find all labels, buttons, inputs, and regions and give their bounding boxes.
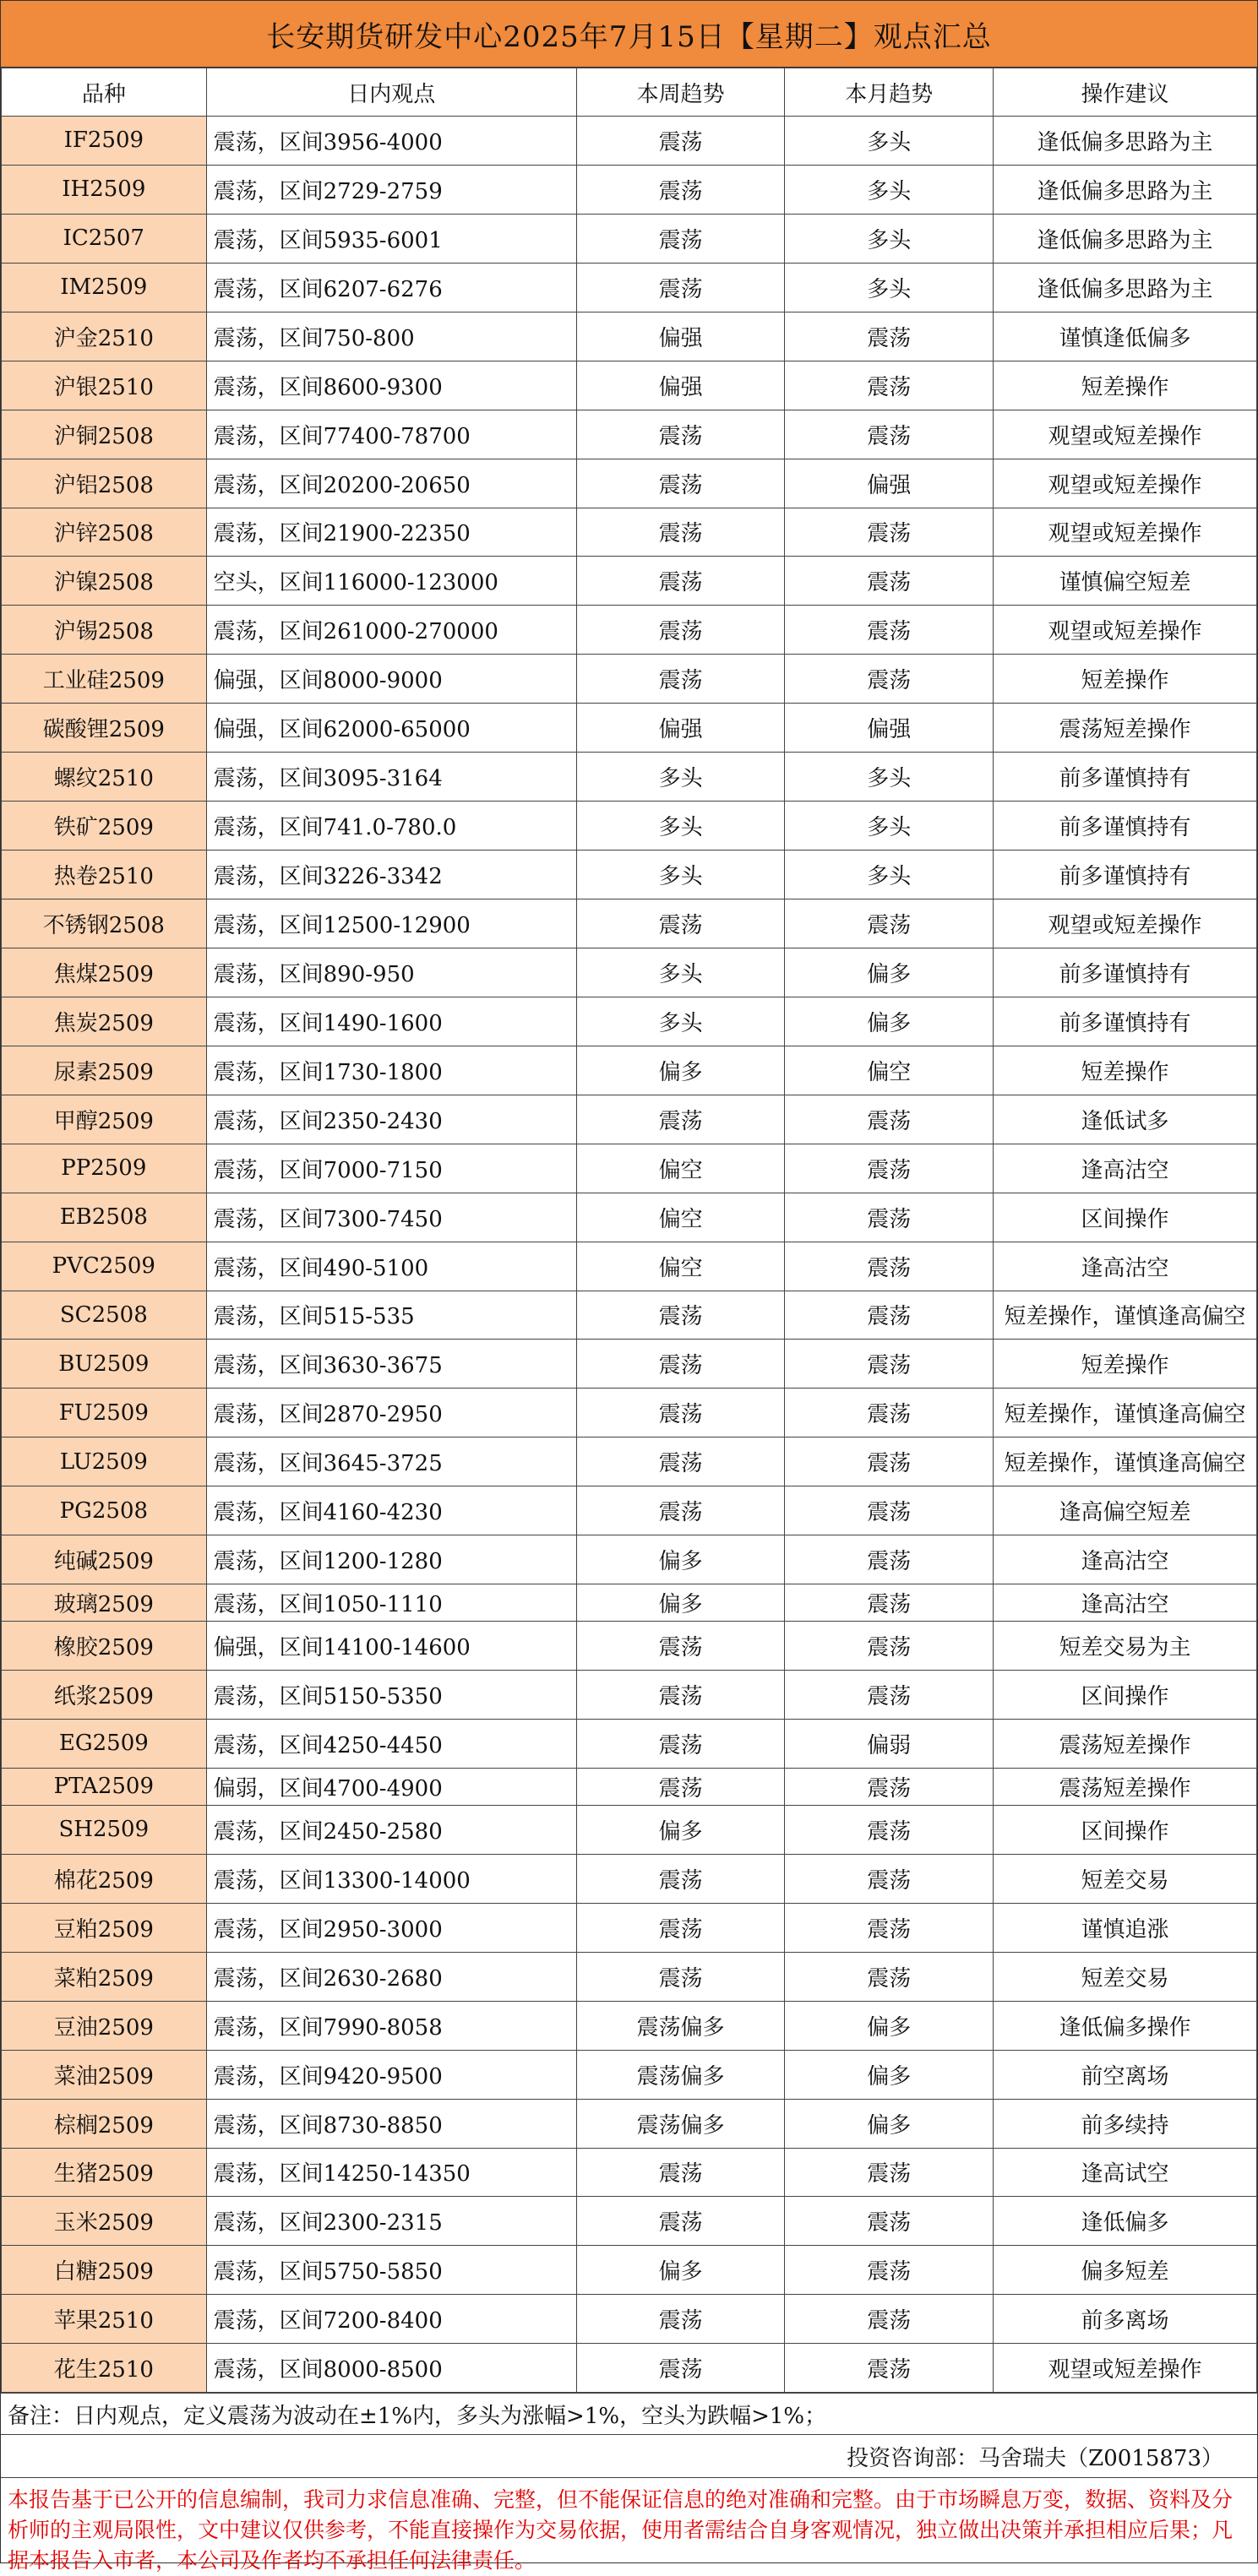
cell-month-trend: 震荡: [785, 312, 994, 361]
table-row: [2, 1535, 1257, 1584]
cell-variety: 铁矿2509: [2, 802, 207, 851]
cell-month-trend: 震荡: [785, 2148, 994, 2197]
cell-month-trend: 多头: [785, 117, 994, 166]
cell-intraday-view: 偏强，区间8000-9000: [206, 655, 576, 704]
cell-variety: 苹果2510: [2, 2295, 207, 2344]
disclaimer: 本报告基于已公开的信息编制，我司力求信息准确、完整，但不能保证信息的绝对准确和完整。由于市场瞬息万变，数据、资料及分析师的主观局限性，文中建议仅供参考，不能直接操作为交易依据，使用者需结合自身客观情况，独立做出决策并承担相应后果；凡据本报告入市者，本公司及作者均不承担任何法律责任。: [1, 2477, 1257, 2576]
cell-advice: 短差操作，谨慎逢高偏空: [994, 1291, 1257, 1340]
cell-advice: 短差操作: [994, 1046, 1257, 1095]
cell-advice: 区间操作: [994, 1671, 1257, 1720]
cell-intraday-view: 震荡，区间2300-2315: [206, 2197, 576, 2246]
cell-advice: 逢低试多: [994, 1095, 1257, 1144]
cell-intraday-view: 震荡，区间14250-14350: [206, 2148, 576, 2197]
cell-variety: 豆油2509: [2, 2001, 207, 2050]
cell-variety: 甲醇2509: [2, 1095, 207, 1144]
cell-week-trend: 震荡: [576, 2295, 785, 2344]
cell-week-trend: 偏强: [576, 704, 785, 753]
cell-month-trend: 偏多: [785, 948, 994, 997]
cell-advice: 观望或短差操作: [994, 2344, 1257, 2393]
cell-advice: 区间操作: [994, 1193, 1257, 1242]
header-variety: 品种: [2, 68, 207, 117]
table-row: [2, 1389, 1257, 1437]
cell-month-trend: 震荡: [785, 1952, 994, 2001]
cell-intraday-view: 震荡，区间8730-8850: [206, 2099, 576, 2148]
cell-intraday-view: 震荡，区间261000-270000: [206, 606, 576, 655]
cell-intraday-view: 震荡，区间3645-3725: [206, 1437, 576, 1486]
cell-intraday-view: 震荡，区间1730-1800: [206, 1046, 576, 1095]
cell-variety: 尿素2509: [2, 1046, 207, 1095]
cell-advice: 前多谨慎持有: [994, 948, 1257, 997]
cell-variety: SH2509: [2, 1805, 207, 1854]
cell-advice: 前空离场: [994, 2050, 1257, 2099]
report-title: 长安期货研发中心2025年7月15日【星期二】观点汇总: [1, 1, 1257, 68]
cell-week-trend: 偏强: [576, 361, 785, 410]
table-row: [2, 1193, 1257, 1242]
cell-variety: BU2509: [2, 1340, 207, 1389]
cell-month-trend: 震荡: [785, 1486, 994, 1535]
cell-month-trend: 震荡: [785, 557, 994, 606]
cell-month-trend: 震荡: [785, 1389, 994, 1437]
cell-week-trend: 震荡: [576, 1952, 785, 2001]
cell-variety: 碳酸锂2509: [2, 704, 207, 753]
table-row: [2, 312, 1257, 361]
cell-variety: 螺纹2510: [2, 753, 207, 802]
cell-advice: 观望或短差操作: [994, 410, 1257, 459]
cell-week-trend: 震荡: [576, 508, 785, 557]
table-row: [2, 361, 1257, 410]
cell-variety: 沪锡2508: [2, 606, 207, 655]
cell-week-trend: 多头: [576, 948, 785, 997]
cell-intraday-view: 震荡，区间3956-4000: [206, 117, 576, 166]
table-row: [2, 753, 1257, 802]
cell-week-trend: 震荡: [576, 655, 785, 704]
cell-variety: PVC2509: [2, 1242, 207, 1291]
cell-advice: 逢低偏多思路为主: [994, 165, 1257, 214]
cell-week-trend: 震荡: [576, 2344, 785, 2393]
cell-advice: 短差交易为主: [994, 1622, 1257, 1671]
cell-intraday-view: 震荡，区间21900-22350: [206, 508, 576, 557]
cell-variety: PTA2509: [2, 1768, 207, 1805]
cell-advice: 短差操作: [994, 655, 1257, 704]
cell-variety: 焦煤2509: [2, 948, 207, 997]
cell-advice: 前多谨慎持有: [994, 851, 1257, 899]
cell-week-trend: 震荡: [576, 263, 785, 312]
cell-month-trend: 震荡: [785, 1854, 994, 1903]
table-row: [2, 1854, 1257, 1903]
cell-variety: FU2509: [2, 1389, 207, 1437]
table-row: [2, 2050, 1257, 2099]
table-row: [2, 1242, 1257, 1291]
contact-line: 投资咨询部：马舍瑞夫（Z0015873）: [1, 2434, 1257, 2477]
table-row: [2, 2001, 1257, 2050]
cell-variety: EG2509: [2, 1720, 207, 1769]
cell-week-trend: 震荡: [576, 1340, 785, 1389]
cell-intraday-view: 震荡，区间3630-3675: [206, 1340, 576, 1389]
cell-month-trend: 震荡: [785, 899, 994, 948]
cell-variety: 不锈钢2508: [2, 899, 207, 948]
cell-intraday-view: 震荡，区间2729-2759: [206, 165, 576, 214]
cell-intraday-view: 震荡，区间741.0-780.0: [206, 802, 576, 851]
cell-advice: 观望或短差操作: [994, 459, 1257, 508]
cell-intraday-view: 偏强，区间62000-65000: [206, 704, 576, 753]
cell-week-trend: 震荡: [576, 1720, 785, 1769]
cell-intraday-view: 震荡，区间7200-8400: [206, 2295, 576, 2344]
cell-intraday-view: 震荡，区间6207-6276: [206, 263, 576, 312]
cell-month-trend: 震荡: [785, 1291, 994, 1340]
cell-advice: 短差操作: [994, 1340, 1257, 1389]
cell-week-trend: 多头: [576, 753, 785, 802]
cell-month-trend: 偏强: [785, 704, 994, 753]
cell-variety: IM2509: [2, 263, 207, 312]
cell-advice: 谨慎追涨: [994, 1903, 1257, 1952]
cell-variety: 焦炭2509: [2, 997, 207, 1046]
cell-week-trend: 偏多: [576, 1805, 785, 1854]
table-row: [2, 2148, 1257, 2197]
cell-variety: PP2509: [2, 1144, 207, 1193]
cell-month-trend: 震荡: [785, 410, 994, 459]
cell-advice: 观望或短差操作: [994, 508, 1257, 557]
cell-intraday-view: 空头，区间116000-123000: [206, 557, 576, 606]
table-row: [2, 851, 1257, 899]
cell-week-trend: 震荡: [576, 1854, 785, 1903]
cell-advice: 逢高沽空: [994, 1242, 1257, 1291]
cell-variety: 菜粕2509: [2, 1952, 207, 2001]
cell-month-trend: 震荡: [785, 1805, 994, 1854]
cell-week-trend: 多头: [576, 802, 785, 851]
table-row: [2, 1952, 1257, 2001]
cell-week-trend: 多头: [576, 851, 785, 899]
cell-month-trend: 震荡: [785, 1671, 994, 1720]
cell-intraday-view: 震荡，区间515-535: [206, 1291, 576, 1340]
table-row: [2, 1671, 1257, 1720]
cell-variety: 棕榈2509: [2, 2099, 207, 2148]
cell-intraday-view: 震荡，区间890-950: [206, 948, 576, 997]
table-row: [2, 2246, 1257, 2295]
cell-variety: 工业硅2509: [2, 655, 207, 704]
table-row: [2, 508, 1257, 557]
cell-variety: 橡胶2509: [2, 1622, 207, 1671]
cell-month-trend: 多头: [785, 263, 994, 312]
table-row: [2, 1437, 1257, 1486]
cell-advice: 逢低偏多: [994, 2197, 1257, 2246]
cell-advice: 短差交易: [994, 1854, 1257, 1903]
table-row: [2, 165, 1257, 214]
cell-variety: IF2509: [2, 117, 207, 166]
table-row: [2, 1622, 1257, 1671]
cell-variety: 沪镍2508: [2, 557, 207, 606]
cell-week-trend: 多头: [576, 997, 785, 1046]
header-month-trend: 本月趋势: [785, 68, 994, 117]
cell-week-trend: 震荡: [576, 1291, 785, 1340]
cell-variety: 豆粕2509: [2, 1903, 207, 1952]
cell-month-trend: 偏多: [785, 997, 994, 1046]
table-row: [2, 704, 1257, 753]
cell-advice: 逢高试空: [994, 2148, 1257, 2197]
cell-intraday-view: 震荡，区间12500-12900: [206, 899, 576, 948]
cell-intraday-view: 震荡，区间77400-78700: [206, 410, 576, 459]
cell-variety: IH2509: [2, 165, 207, 214]
cell-month-trend: 多头: [785, 802, 994, 851]
cell-variety: 玉米2509: [2, 2197, 207, 2246]
cell-week-trend: 震荡: [576, 1622, 785, 1671]
cell-week-trend: 偏多: [576, 1535, 785, 1584]
table-row: [2, 2197, 1257, 2246]
cell-advice: 震荡短差操作: [994, 1720, 1257, 1769]
cell-month-trend: 震荡: [785, 1437, 994, 1486]
cell-variety: IC2507: [2, 214, 207, 263]
cell-advice: 逢低偏多思路为主: [994, 214, 1257, 263]
cell-intraday-view: 偏弱，区间4700-4900: [206, 1768, 576, 1805]
cell-month-trend: 震荡: [785, 1903, 994, 1952]
cell-intraday-view: 震荡，区间750-800: [206, 312, 576, 361]
table-row: [2, 117, 1257, 166]
table-row: [2, 214, 1257, 263]
table-row: [2, 1095, 1257, 1144]
cell-month-trend: 震荡: [785, 1340, 994, 1389]
cell-week-trend: 震荡: [576, 459, 785, 508]
table-row: [2, 1486, 1257, 1535]
cell-week-trend: 震荡偏多: [576, 2001, 785, 2050]
table-row: [2, 1046, 1257, 1095]
cell-advice: 逢低偏多操作: [994, 2001, 1257, 2050]
cell-week-trend: 偏强: [576, 312, 785, 361]
cell-advice: 震荡短差操作: [994, 1768, 1257, 1805]
table-row: [2, 606, 1257, 655]
cell-month-trend: 震荡: [785, 606, 994, 655]
header-week-trend: 本周趋势: [576, 68, 785, 117]
header-intraday: 日内观点: [206, 68, 576, 117]
cell-advice: 前多谨慎持有: [994, 753, 1257, 802]
table-row: [2, 1768, 1257, 1805]
cell-week-trend: 震荡: [576, 410, 785, 459]
header-advice: 操作建议: [994, 68, 1257, 117]
cell-week-trend: 震荡: [576, 606, 785, 655]
cell-advice: 前多谨慎持有: [994, 997, 1257, 1046]
cell-advice: 短差操作，谨慎逢高偏空: [994, 1389, 1257, 1437]
table-row: [2, 410, 1257, 459]
cell-intraday-view: 偏强，区间14100-14600: [206, 1622, 576, 1671]
cell-intraday-view: 震荡，区间7990-8058: [206, 2001, 576, 2050]
cell-variety: 沪铝2508: [2, 459, 207, 508]
table-body: [2, 117, 1257, 2393]
cell-advice: 前多离场: [994, 2295, 1257, 2344]
cell-intraday-view: 震荡，区间5750-5850: [206, 2246, 576, 2295]
cell-week-trend: 震荡: [576, 899, 785, 948]
cell-variety: 沪铜2508: [2, 410, 207, 459]
cell-advice: 谨慎逢低偏多: [994, 312, 1257, 361]
cell-advice: 区间操作: [994, 1805, 1257, 1854]
cell-month-trend: 震荡: [785, 2344, 994, 2393]
cell-variety: 棉花2509: [2, 1854, 207, 1903]
cell-advice: 短差操作，谨慎逢高偏空: [994, 1437, 1257, 1486]
table-row: [2, 2099, 1257, 2148]
cell-intraday-view: 震荡，区间13300-14000: [206, 1854, 576, 1903]
cell-week-trend: 震荡: [576, 557, 785, 606]
table-row: [2, 1340, 1257, 1389]
cell-month-trend: 偏多: [785, 2050, 994, 2099]
table-row: [2, 948, 1257, 997]
cell-advice: 逢高沽空: [994, 1584, 1257, 1622]
cell-month-trend: 震荡: [785, 655, 994, 704]
cell-advice: 逢低偏多思路为主: [994, 117, 1257, 166]
cell-advice: 观望或短差操作: [994, 899, 1257, 948]
table-row: [2, 557, 1257, 606]
cell-variety: EB2508: [2, 1193, 207, 1242]
views-table: [1, 68, 1257, 2393]
cell-variety: 沪银2510: [2, 361, 207, 410]
cell-intraday-view: 震荡，区间9420-9500: [206, 2050, 576, 2099]
cell-month-trend: 震荡: [785, 2246, 994, 2295]
cell-variety: 纯碱2509: [2, 1535, 207, 1584]
cell-advice: 谨慎偏空短差: [994, 557, 1257, 606]
cell-variety: 生猪2509: [2, 2148, 207, 2197]
cell-month-trend: 震荡: [785, 1768, 994, 1805]
cell-month-trend: 多头: [785, 214, 994, 263]
cell-intraday-view: 震荡，区间1050-1110: [206, 1584, 576, 1622]
cell-week-trend: 震荡: [576, 117, 785, 166]
cell-month-trend: 多头: [785, 165, 994, 214]
cell-advice: 逢高偏空短差: [994, 1486, 1257, 1535]
cell-intraday-view: 震荡，区间5150-5350: [206, 1671, 576, 1720]
table-row: [2, 1144, 1257, 1193]
cell-intraday-view: 震荡，区间490-5100: [206, 1242, 576, 1291]
cell-advice: 观望或短差操作: [994, 606, 1257, 655]
cell-advice: 震荡短差操作: [994, 704, 1257, 753]
cell-month-trend: 震荡: [785, 1095, 994, 1144]
cell-week-trend: 震荡: [576, 2197, 785, 2246]
table-row: [2, 899, 1257, 948]
cell-intraday-view: 震荡，区间5935-6001: [206, 214, 576, 263]
cell-intraday-view: 震荡，区间1200-1280: [206, 1535, 576, 1584]
cell-advice: 短差交易: [994, 1952, 1257, 2001]
cell-month-trend: 震荡: [785, 2197, 994, 2246]
cell-week-trend: 震荡: [576, 214, 785, 263]
cell-intraday-view: 震荡，区间20200-20650: [206, 459, 576, 508]
cell-month-trend: 多头: [785, 753, 994, 802]
cell-week-trend: 震荡偏多: [576, 2099, 785, 2148]
cell-week-trend: 震荡: [576, 1671, 785, 1720]
table-header-row: [2, 68, 1257, 117]
cell-month-trend: 震荡: [785, 1535, 994, 1584]
cell-variety: 纸浆2509: [2, 1671, 207, 1720]
cell-month-trend: 偏多: [785, 2099, 994, 2148]
cell-intraday-view: 震荡，区间3095-3164: [206, 753, 576, 802]
cell-variety: 热卷2510: [2, 851, 207, 899]
cell-variety: 花生2510: [2, 2344, 207, 2393]
table-row: [2, 1903, 1257, 1952]
cell-month-trend: 震荡: [785, 1193, 994, 1242]
cell-week-trend: 震荡: [576, 165, 785, 214]
cell-month-trend: 偏强: [785, 459, 994, 508]
table-row: [2, 997, 1257, 1046]
cell-week-trend: 震荡: [576, 1389, 785, 1437]
cell-month-trend: 震荡: [785, 2295, 994, 2344]
cell-variety: PG2508: [2, 1486, 207, 1535]
cell-intraday-view: 震荡，区间7300-7450: [206, 1193, 576, 1242]
cell-intraday-view: 震荡，区间4250-4450: [206, 1720, 576, 1769]
cell-week-trend: 震荡: [576, 1768, 785, 1805]
cell-variety: LU2509: [2, 1437, 207, 1486]
cell-variety: 白糖2509: [2, 2246, 207, 2295]
table-row: [2, 1720, 1257, 1769]
cell-variety: SC2508: [2, 1291, 207, 1340]
table-row: [2, 802, 1257, 851]
cell-advice: 逢高沽空: [994, 1144, 1257, 1193]
cell-variety: 沪金2510: [2, 312, 207, 361]
cell-month-trend: 震荡: [785, 508, 994, 557]
cell-week-trend: 震荡: [576, 1095, 785, 1144]
cell-intraday-view: 震荡，区间4160-4230: [206, 1486, 576, 1535]
cell-week-trend: 偏多: [576, 1046, 785, 1095]
table-row: [2, 1805, 1257, 1854]
cell-intraday-view: 震荡，区间8000-8500: [206, 2344, 576, 2393]
cell-month-trend: 偏空: [785, 1046, 994, 1095]
table-row: [2, 655, 1257, 704]
cell-week-trend: 偏多: [576, 1584, 785, 1622]
cell-intraday-view: 震荡，区间8600-9300: [206, 361, 576, 410]
cell-intraday-view: 震荡，区间2630-2680: [206, 1952, 576, 2001]
cell-week-trend: 偏空: [576, 1242, 785, 1291]
cell-month-trend: 偏弱: [785, 1720, 994, 1769]
cell-advice: 逢低偏多思路为主: [994, 263, 1257, 312]
table-row: [2, 1584, 1257, 1622]
cell-month-trend: 震荡: [785, 1584, 994, 1622]
cell-intraday-view: 震荡，区间2870-2950: [206, 1389, 576, 1437]
cell-week-trend: 偏空: [576, 1144, 785, 1193]
cell-week-trend: 震荡: [576, 1903, 785, 1952]
cell-advice: 逢高沽空: [994, 1535, 1257, 1584]
cell-advice: 偏多短差: [994, 2246, 1257, 2295]
cell-intraday-view: 震荡，区间7000-7150: [206, 1144, 576, 1193]
cell-advice: 前多续持: [994, 2099, 1257, 2148]
cell-week-trend: 震荡偏多: [576, 2050, 785, 2099]
cell-advice: 短差操作: [994, 361, 1257, 410]
cell-week-trend: 震荡: [576, 1437, 785, 1486]
cell-intraday-view: 震荡，区间2950-3000: [206, 1903, 576, 1952]
table-row: [2, 2295, 1257, 2344]
cell-month-trend: 震荡: [785, 361, 994, 410]
table-row: [2, 2344, 1257, 2393]
cell-month-trend: 震荡: [785, 1242, 994, 1291]
table-row: [2, 263, 1257, 312]
cell-variety: 沪锌2508: [2, 508, 207, 557]
cell-month-trend: 偏多: [785, 2001, 994, 2050]
table-row: [2, 1291, 1257, 1340]
cell-month-trend: 震荡: [785, 1622, 994, 1671]
cell-month-trend: 震荡: [785, 1144, 994, 1193]
cell-intraday-view: 震荡，区间1490-1600: [206, 997, 576, 1046]
cell-intraday-view: 震荡，区间2350-2430: [206, 1095, 576, 1144]
cell-variety: 菜油2509: [2, 2050, 207, 2099]
cell-advice: 前多谨慎持有: [994, 802, 1257, 851]
cell-week-trend: 偏空: [576, 1193, 785, 1242]
table-row: [2, 459, 1257, 508]
cell-variety: 玻璃2509: [2, 1584, 207, 1622]
footnote: 备注：日内观点，定义震荡为波动在±1%内，多头为涨幅>1%，空头为跌幅>1%；: [1, 2393, 1257, 2434]
cell-week-trend: 偏多: [576, 2246, 785, 2295]
cell-week-trend: 震荡: [576, 2148, 785, 2197]
cell-month-trend: 多头: [785, 851, 994, 899]
cell-intraday-view: 震荡，区间2450-2580: [206, 1805, 576, 1854]
cell-week-trend: 震荡: [576, 1486, 785, 1535]
cell-intraday-view: 震荡，区间3226-3342: [206, 851, 576, 899]
